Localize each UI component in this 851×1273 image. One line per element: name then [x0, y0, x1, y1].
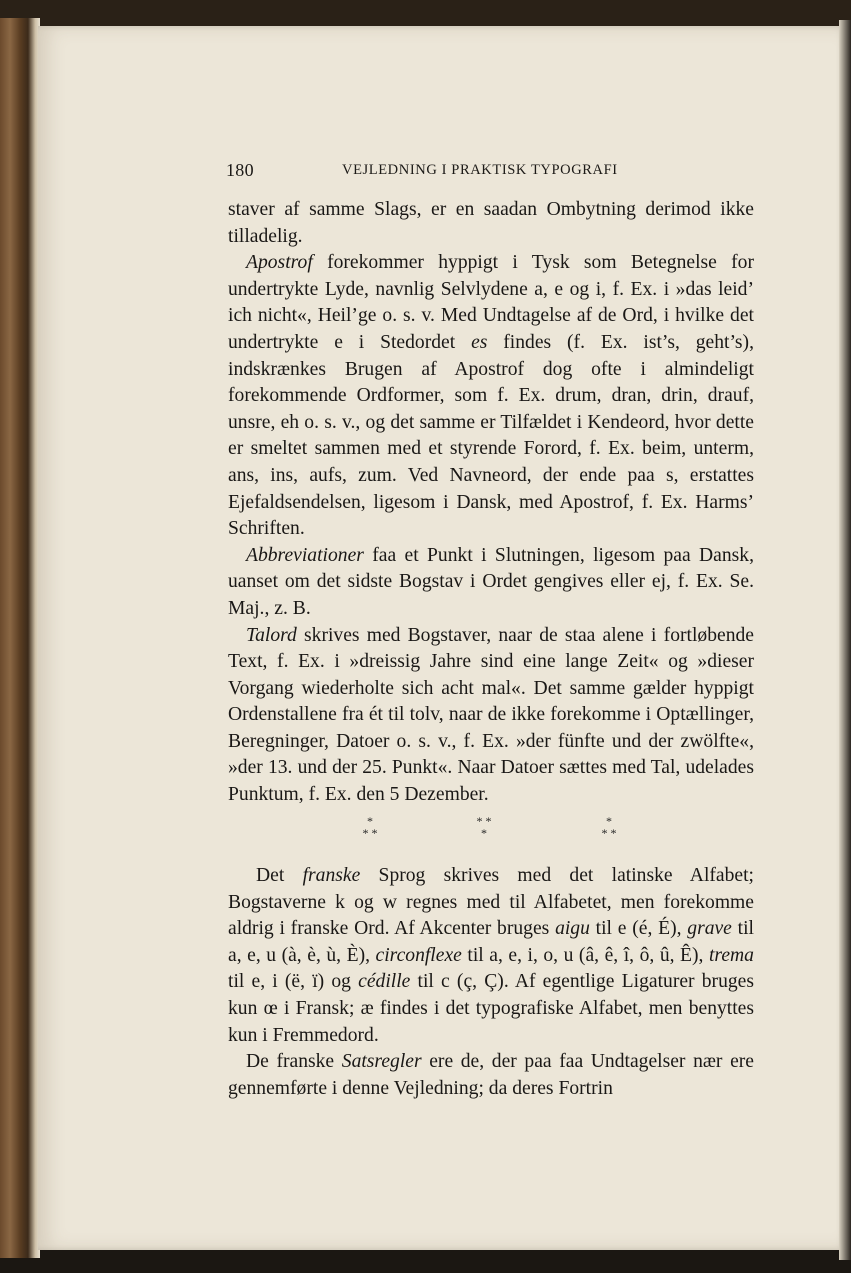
- term-apostrof: Apostrof: [246, 252, 313, 274]
- paragraph-apostrof: Apostrof forekommer hyppigt i Tysk som Betegnelse for undertrykte Lyde, navnlig Selvlydene a, e og i, f. Ex. i »das leid’ ich nicht«, Heil’ge o. s. v. Med Undtagelse af de Ord, i hvilke det undertrykte e i Stedordet es findes (f. Ex. ist’s, geht’s), indskrænkes Brugen af Apostrof dog ofte i almindeligt forekommende Ordformer, som f. Ex. drum, dran, drin, drauf, unsre, eh o. s. v., og det samme er Tilfældet i Kendeord, hvor dette er smeltet sammen med et styrende Forord, f. Ex. beim, unterm, ans, ins, aufs, zum. Ved Navneord, der ende paa s, erstattes Ejefaldsendelsen, ligesom i Dansk, med Apostrof, f. Ex. Harms’ Schriften.: [228, 252, 754, 540]
- paragraph-abbreviationer: Abbreviationer faa et Punkt i Slutningen, ligesom paa Dansk, uanset om det sidste Bogstav i Ordet gengives eller ej, f. Ex. Se. Maj., z. B.: [228, 544, 754, 619]
- paragraph-fransk: Det franske Sprog skrives med det latinske Alfabet; Bogstaverne k og w regnes med til Alfabetet, men forekomme aldrig i franske Ord. Af Akcenter bruges aigu til e (é, É), grave til a, e, u (à, è, ù, È), circonflexe til a, e, i, o, u (â, ê, î, ô, û, Ê), trema til e, i (ë, ï) og cédille til c (ç, Ç). Af egentlige Ligaturer bruges kun œ i Fransk; æ findes i det typografiske Alfabet, men benyttes kun i Fremmedord.: [228, 865, 754, 1046]
- term-satsregler: Satsregler: [341, 1051, 422, 1073]
- ornament-right: * * *: [601, 814, 617, 840]
- paragraph-continuation: staver af samme Slags, er en saadan Ombytning derimod ikke tilladelig.: [228, 199, 754, 247]
- running-title: VEJLEDNING I PRAKTISK TYPOGRAFI: [342, 162, 618, 178]
- term-franske: franske: [302, 865, 361, 886]
- term-es: es: [471, 331, 488, 353]
- page-edge: [839, 20, 851, 1260]
- paragraph-talord: Talord skrives med Bogstaver, naar de staa alene i fortløbende Text, f. Ex. i »dreissig Jahre sind eine lange Zeit« og »dieser Vorgang wiederholte sich acht mal«. Det samme gælder hyppigt Ordenstallene fra ét til tolv, naar de ikke forekomme i Optællinger, Beregninger, Datoer o. s. v., f. Ex. »der fünfte und der zwölfte«, »der 13. und der 25. Punkt«. Naar Datoer sættes med Tal, udelades Punktum, f. Ex. den 5 Dezember.: [228, 624, 754, 806]
- body-text-lower: [228, 863, 754, 1102]
- paragraph-satsregler: De franske Satsregler ere de, der paa faa Undtagelser nær ere gennemførte i denne Vejledning; da deres Fortrin: [228, 1051, 754, 1099]
- book-cover-edge: [0, 18, 40, 1258]
- term-talord: Talord: [246, 624, 297, 646]
- body-text-upper: [228, 197, 754, 809]
- ornament-middle: * * *: [476, 814, 492, 840]
- term-abbreviationer: Abbreviationer: [246, 544, 364, 566]
- ornament-left: * * *: [362, 814, 378, 840]
- page-number: 180: [226, 160, 254, 180]
